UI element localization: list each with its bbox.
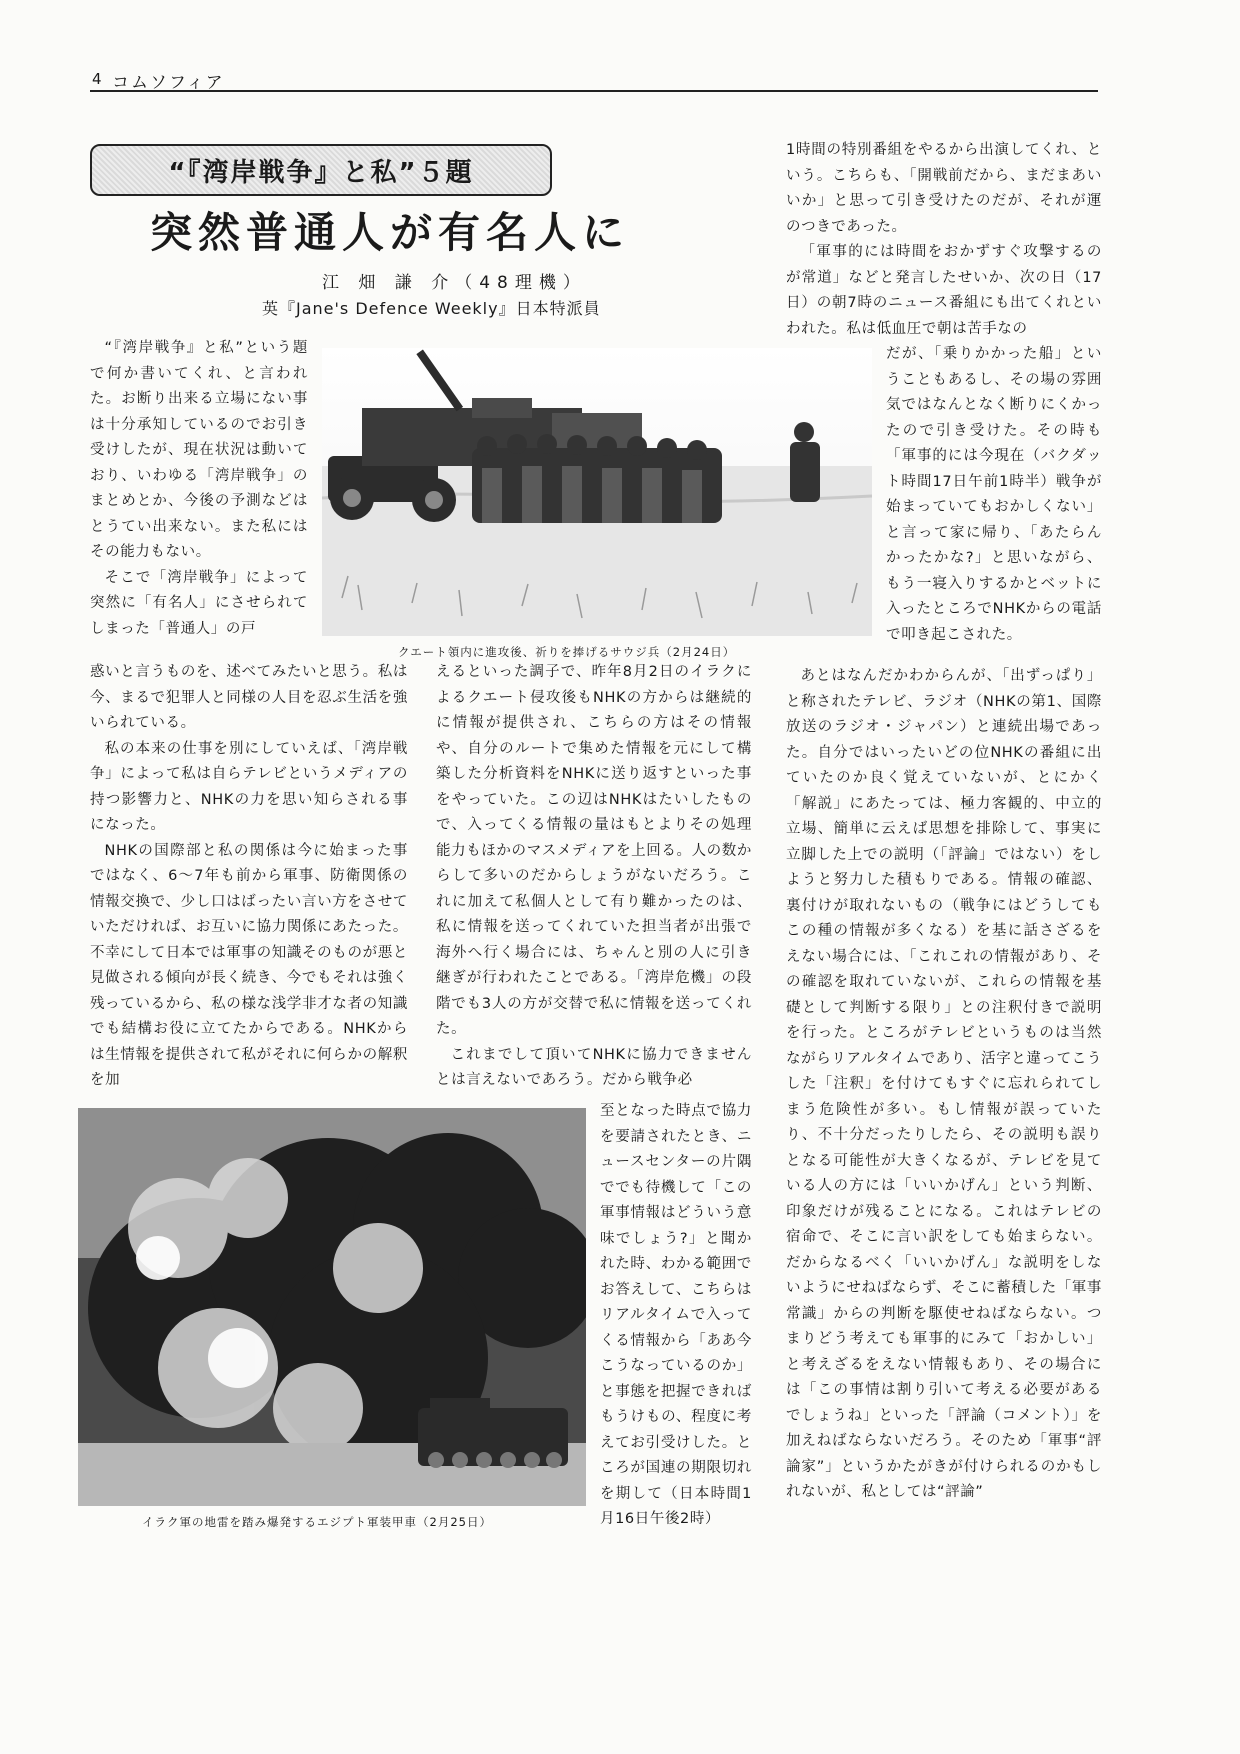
column-1-wrapped — [90, 336, 308, 642]
author-affiliation: 英『Jane's Defence Weekly』日本特派員 — [262, 299, 601, 318]
column-1 — [90, 660, 408, 1094]
photo-armored-vehicle-explosion — [78, 1108, 586, 1506]
paragraph-5: えるといった調子で、昨年8月2日のイラクによるクエート侵攻後もNHKの方からは継続的に情報が提供され、こちらの方はその情報や、自分のルートで集めた情報を元にして構築した分析資料をNHKに送り返すといった事をやっていた。この辺はNHKはたいしたもので、入ってくる情報の量はもとよりその処理能力もほかのマスメディアを上回る。人の数からして多いのだからしょうがないだろう。これに加えて私個人として有り難かったのは、私に情報を送ってくれていた担当者が出張で海外へ行く場合には、ちゃんと別の人に引き継ぎが行われたことである。「湾岸危機」の段階でも3人の方が交替で私に情報を送ってくれた。 — [436, 664, 752, 1037]
photo-soldiers-praying — [322, 348, 872, 636]
photo-caption-top: クエート領内に進攻後、祈りを捧げるサウジ兵（2月24日） — [398, 645, 736, 659]
paragraph-3: 私の本来の仕事を別にしていえば、「湾岸戦争」によって私は自らテレビというメディアの持つ影響力と、NHKの力を思い知らされる事になった。 — [90, 740, 408, 833]
paragraph-6-cont: 至となった時点で協力を要請されたとき、ニュースセンターの片隅ででも待機して「この軍事情報はどういう意味でしょう?」と聞かれた時、わかる範囲でお答えして、こちらはリアルタイムで入ってくる情報から「ああ今こうなっているのか」と事態を把握できればもうけもの、程度に考えてお引受けした。ところが国連の期限切れを期して（日本時間1月16日午後2時） — [600, 1103, 752, 1527]
photo-explosion-image — [78, 1108, 586, 1506]
series-label-box — [90, 144, 552, 196]
article-title: 突然普通人が有名人に — [150, 208, 631, 257]
author-name: 江 畑 謙 介（48理機） — [322, 273, 587, 293]
paragraph-2-start: そこで「湾岸戦争」によって突然に「有名人」にさせられてしまった「普通人」の戸 — [90, 569, 308, 637]
paragraph-2-cont: 惑いと言うものを、述べてみたいと思う。私は今、まるで犯罪人と同様の人目を忍ぶ生活を強いられている。 — [90, 664, 408, 731]
paragraph-intro: “『湾岸戦争』と私”という題で何か書いてくれ、と言われた。お断り出来る立場にない事は十分承知しているのでお引き受けしたが、現在状況は動いており、いわゆる「湾岸戦争」のまとめとか、今後の予測などはとうてい出来ない。また私にはその能力もない。 — [90, 340, 308, 560]
column-2-wrapped — [600, 1099, 752, 1533]
photo-soldiers-image — [322, 348, 872, 636]
paragraph-8-cont: だが、「乗りかかった船」ということもあるし、その場の雰囲気ではなんとなく断りにくかったので引き受けた。その時も「軍事的には今現在（バクダット時間17日午前1時半）戦争が始まっていてもおかしくない」と言って家に帰り、「あたらんかったかな?」と思いながら、もう一寝入りするかとベットに入ったところでNHKからの電話で叩き起こされた。 — [886, 346, 1102, 643]
column-3-bottom — [786, 664, 1102, 1506]
header-rule — [90, 90, 1098, 92]
paragraph-9: あとはなんだかわからんが、「出ずっぱり」と称されたテレビ、ラジオ（NHKの第1、国際放送のラジオ・ジャパン）と連続出場であった。自分ではいったいどの位NHKの番組に出ていたのか良く覚えていないが、とにかく「解説」にあたっては、極力客観的、中立的立場、簡単に云えば思想を排除して、事実に立脚した上での説明（「評論」ではない）をしようと努力した積もりである。情報の確認、裏付けが取れないもの（戦争にはどうしてもこの種の情報が多くなる）を基に話さざるをえない場合には、「これこれの情報があり、その確認を取れていないが、これらの情報を基礎として判断する限り」との注釈付きで説明を行った。ところがテレビというものは当然ながらリアルタイムであり、活字と違ってこうした「注釈」を付けてもすぐに忘れられてしまう危険性が多い。もし情報が誤っていたり、不十分だったりしたら、その説明も誤りとなる可能性が大きくなるが、テレビを見ている人の方には「いいかげん」という判断、印象だけが残ることになる。これはテレビの宿命で、そこに言い訳をしても始まらない。だからなるべく「いいかげん」な説明をしないようにせねばならず、そこに蓄積した「軍事常識」からの判断を駆使せねばならない。つまりどう考えても軍事的にみて「おかしい」と考えざるをえない情報もあり、その場合には「この事情は割り引いて考える必要があるでしょうね」といった「評論（コメント）」を加えねばならないだろう。そのため「軍事“評論家”」というかたがきが付けられるのかもしれないが、私としては“評論” — [786, 668, 1102, 1500]
page-number: 4 — [92, 70, 103, 88]
paragraph-7: 1時間の特別番組をやるから出演してくれ、という。こちらも、「開戦前だから、まだまあいいか」と思って引き受けたのだが、それが運のつきであった。 — [786, 142, 1102, 235]
paragraph-6-start: これまでして頂いてNHKに協力できませんとは言えないであろう。だから戦争必 — [436, 1046, 752, 1088]
publication-title: コムソフィア — [112, 73, 225, 93]
column-3-wrapped — [886, 342, 1102, 648]
paragraph-8: 「軍事的には時間をおかずすぐ攻撃するのが常道」などと発言したせいか、次の日（17日）の朝7時のニュース番組にも出てくれといわれた。私は低血圧で朝は苦手なの — [786, 244, 1102, 337]
photo-caption-bottom: イラク軍の地雷を踏み爆発するエジプト軍装甲車（2月25日） — [142, 1515, 492, 1529]
column-3 — [786, 138, 1102, 342]
column-2 — [436, 660, 752, 1094]
series-label: “『湾岸戦争』と私”５題 — [168, 157, 474, 188]
paragraph-4: NHKの国際部と私の関係は今に始まった事ではなく、6〜7年も前から軍事、防衛関係の情報交換で、少し口はばったい言い方をさせていただければ、お互いに協力関係にあたった。不幸にして日本では軍事の知識そのものが悪と見做される傾向が長く続き、今でもそれは強く残っているから、私の様な浅学非才な者の知識でも結構お役に立てたからである。NHKからは生情報を提供されて私がそれに何らかの解釈を加 — [90, 842, 408, 1088]
